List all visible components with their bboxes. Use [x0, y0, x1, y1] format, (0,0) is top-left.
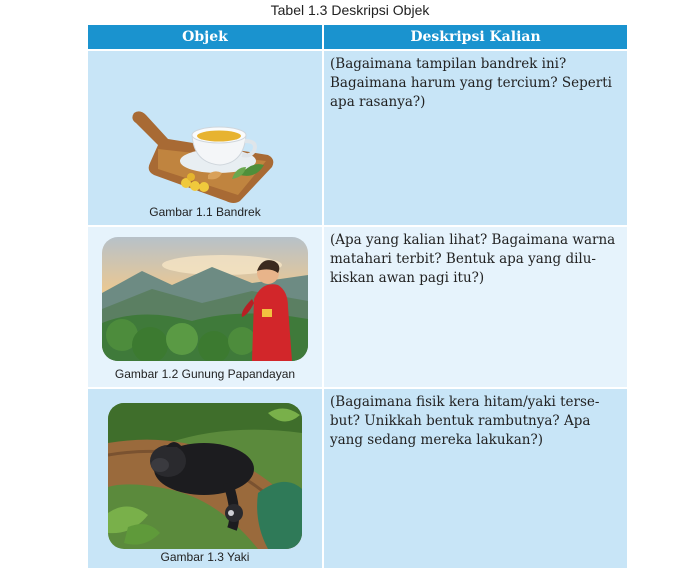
mountain-sunrise-illustration — [102, 237, 308, 361]
object-cell — [88, 389, 322, 568]
figure-caption: Gambar 1.1 Bandrek — [149, 205, 261, 219]
table-row — [88, 389, 627, 568]
object-cell — [88, 227, 322, 387]
black-macaque-illustration — [108, 403, 302, 549]
description-text: (Bagaimana tampilan bandrek ini? Bagaimana harum yang tercium? Seperti apa rasanya?) — [330, 56, 612, 110]
header-object: Objek — [88, 25, 322, 49]
description-cell — [324, 227, 627, 387]
figure-caption: Gambar 1.3 Yaki — [160, 550, 250, 564]
table-title: Tabel 1.3 Deskripsi Objek — [270, 2, 430, 18]
figure-caption: Gambar 1.2 Gunung Papandayan — [114, 367, 296, 381]
bandrek-tea-illustration — [128, 105, 278, 205]
description-cell — [324, 51, 627, 225]
object-cell — [88, 51, 322, 225]
description-text: (Apa yang kalian lihat? Bagaimana warna matahari terbit? Bentuk apa yang dilu- kiskan awan pagi itu?) — [330, 232, 616, 286]
object-description-table — [88, 25, 627, 568]
description-text: (Bagaimana fisik kera hitam/yaki terse- but? Unikkah bentuk rambutnya? Apa yang sedang mereka lakukan?) — [330, 394, 600, 448]
table-row — [88, 51, 627, 225]
header-description: Deskripsi Kalian — [324, 25, 627, 49]
description-cell — [324, 389, 627, 568]
table-row — [88, 227, 627, 387]
